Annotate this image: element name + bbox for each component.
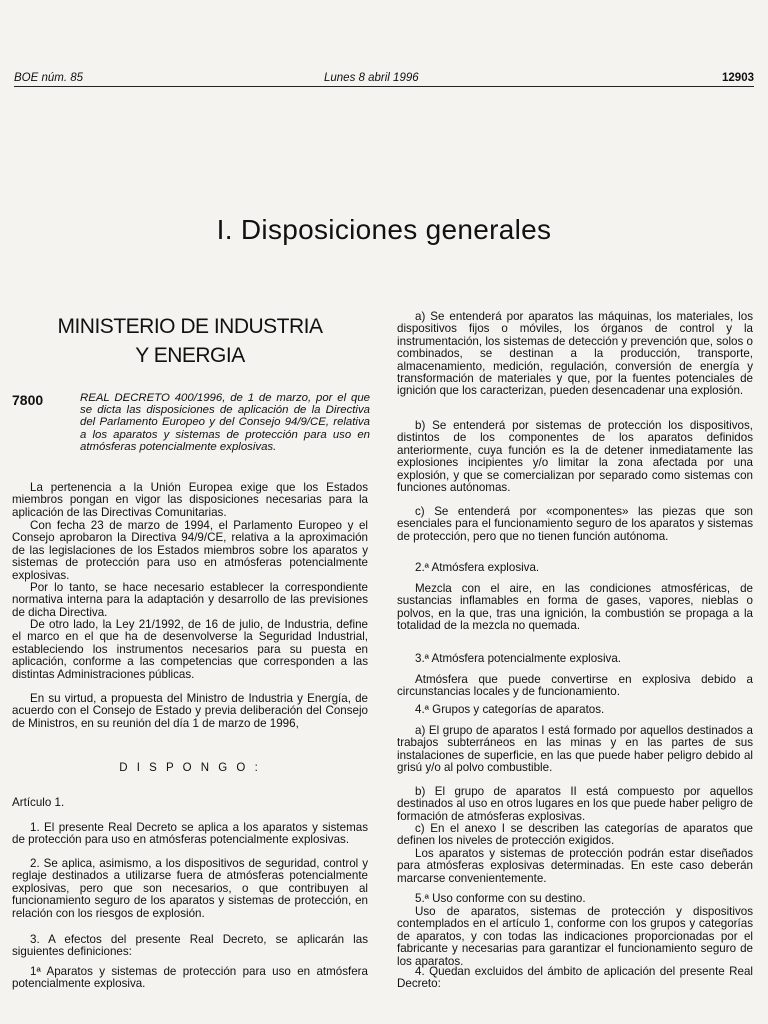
definition-2-text: Mezcla con el aire, en las condiciones atmosféricas, de sustancias inflamables en forma de gases, vapores, nieblas o polvos, en la que, tras una ignición, la combustión se propaga a la totalidad de la mezcla no quemada. [397,582,753,633]
definition-heading: 1ª Aparatos y sistemas de protección para uso en atmósfera potencialmente explosiva. [12,965,368,991]
definition-5-heading: 5.ª Uso conforme con su destino. [415,892,586,905]
definition-3-heading: 3.ª Atmósfera potencialmente explosiva. [415,652,622,665]
definition-5-text: Uso de aparatos, sistemas de protección y dispositivos contemplados en el artículo 1, conforme con los grupos y categorías de aparatos, y con todas las indicaciones proporcionadas por el fabricante y necesarias para garantizar el funcionamiento seguro de los aparatos. [397,905,753,968]
dispongo-heading: D I S P O N G O : [119,762,261,774]
paragraph: b) Se entenderá por sistemas de protección los dispositivos, distintos de los componentes de los aparatos definidos anteriormente, cuya función es la de detener inmediatamente las explosiones incipientes y/o limitar la zona afectada por una explosión, y que se comercializan por separado como sistemas con funciones autónomas. [397,419,753,495]
ministry-line-1: MINISTERIO DE INDUSTRIA [57,315,323,338]
article-paragraph: 2. Se aplica, asimismo, a los dispositivos de seguridad, control y reglaje destinados a utilizarse fuera de atmósferas potencialmente explosivas, pero que son necesarios, o que contribuyen al funcionamiento seguro de los aparatos y sistemas de protección, en relación con los riesgos de explosión. [12,857,368,920]
paragraph: a) Se entenderá por aparatos las máquinas, los materiales, los dispositivos fijos o móviles, los órganos de control y la instrumentación, los sistemas de detección y prevención que, solos o combinados, se destinan a la producción, transporte, almacenamiento, medición, regulación, conversión de energía y transformación de materiales y que, por la fuentes potenciales de ignición que los caracterizan, pueden desencadenar una explosión. [397,310,753,398]
article-paragraph: 3. A efectos del presente Real Decreto, se aplicarán las siguientes definiciones: [12,933,368,959]
definition-4-heading: 4.ª Grupos y categorías de aparatos. [415,703,605,716]
definition-2-heading: 2.ª Atmósfera explosiva. [415,561,540,574]
paragraph: De otro lado, la Ley 21/1992, de 16 de julio, de Industria, define el marco en el que ha de desenvolverse la Seguridad Industrial, estableciendo los instrumentos necesarios para su puesta en aplicación, conforme a las competencias que corresponden a las distintas Administraciones públicas. [12,618,368,681]
decree-title: REAL DECRETO 400/1996, de 1 de marzo, por el que se dicta las disposiciones de aplicación de la Directiva del Parlamento Europeo y del Consejo 94/9/CE, relativa a los aparatos y sistemas de protección para uso en atmósferas potencialmente explosivas. [80,392,370,453]
definition-4-paragraph: a) El grupo de aparatos I está formado por aquellos destinados a trabajos subterráneos en las minas y en las partes de sus instalaciones de superficie, en las que puede haber peligro debido al grisú y/o al polvo combustible. [397,724,753,775]
publication-date: Lunes 8 abril 1996 [324,72,419,84]
section-title: I. Disposiciones generales [216,214,552,245]
definition-4-paragraph: c) En el anexo I se describen las categorías de aparatos que definen los niveles de protección exigidos. [397,822,753,848]
paragraph: La pertenencia a la Unión Europea exige que los Estados miembros pongan en vigor las disposiciones necesarias para la aplicación de las Directivas Comunitarias. [12,481,368,519]
article-heading: Artículo 1. [12,796,65,809]
paragraph: Por lo tanto, se hace necesario establecer la correspondiente normativa interna para la adaptación y desarrollo de las previsiones de dicha Directiva. [12,581,368,619]
article-paragraph: 1. El presente Real Decreto se aplica a los aparatos y sistemas de protección para uso en atmósferas potencialmente explosivas. [12,821,368,847]
right-column [397,0,753,1024]
ministry-line-2: Y ENERGIA [135,344,245,367]
article-body [12,0,368,1024]
page-number: 12903 [722,72,754,84]
definition-4-paragraph: b) El grupo de aparatos II está compuesto por aquellos destinados al uso en otros lugares en los que puede haber peligro de formación de atmósferas explosivas. [397,785,753,823]
paragraph: c) Se entenderá por «componentes» las piezas que son esenciales para el funcionamiento seguro de los aparatos y sistemas de protección, pero que no tienen función autónoma. [397,505,753,543]
point-4: 4. Quedan excluidos del ámbito de aplicación del presente Real Decreto: [397,965,753,991]
decree-number: 7800 [12,392,44,408]
paragraph: Con fecha 23 de marzo de 1994, el Parlamento Europeo y el Consejo aprobaron la Directiva 94/9/CE, relativa a la aproximación de las legislaciones de los Estados miembros sobre los aparatos y sistemas de protección para uso en atmósferas potencialmente explosivas. [12,519,368,582]
paragraph: En su virtud, a propuesta del Ministro de Industria y Energía, de acuerdo con el Consejo de Estado y previa deliberación del Consejo de Ministros, en su reunión del día 1 de marzo de 1996, [12,692,368,730]
bulletin-number: BOE núm. 85 [14,72,84,84]
definition-4-paragraph: Los aparatos y sistemas de protección podrán estar diseñados para atmósferas explosivas determinadas. En este caso deberán marcarse convenientemente. [397,847,753,885]
definition-3-text: Atmósfera que puede convertirse en explosiva debido a circunstancias locales y de funcionamiento. [397,673,753,699]
